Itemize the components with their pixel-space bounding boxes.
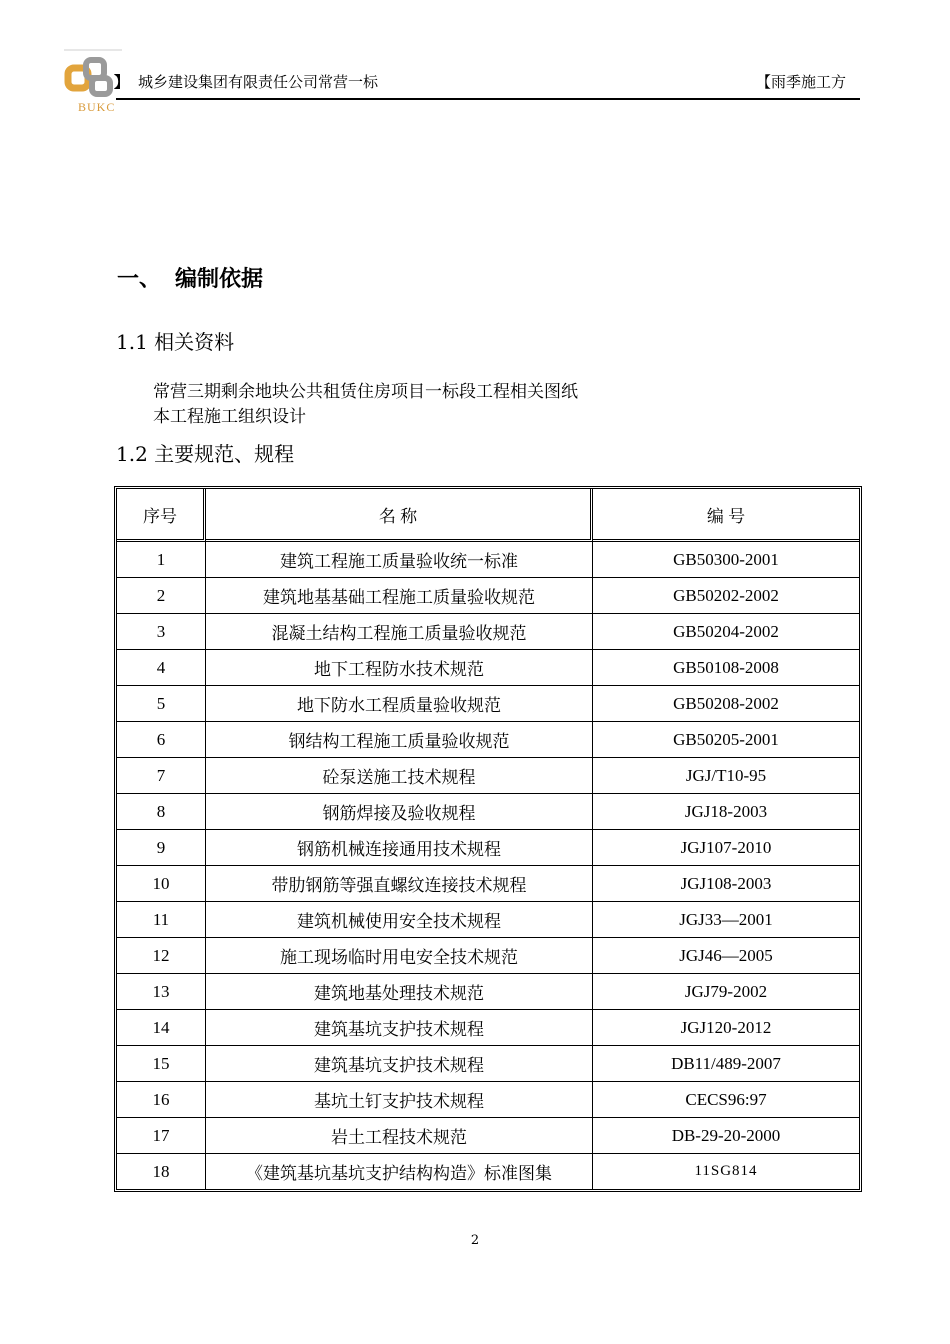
row-index: 16 (117, 1082, 206, 1118)
table-row (117, 1082, 859, 1118)
table-row (117, 1154, 859, 1189)
header-name: 名 称 (206, 489, 593, 542)
row-index: 10 (117, 866, 206, 902)
row-name: 砼泵送施工技术规程 (206, 758, 593, 794)
row-name: 建筑机械使用安全技术规程 (206, 902, 593, 938)
row-index: 5 (117, 686, 206, 722)
row-code: 11SG814 (694, 1163, 758, 1179)
row-name: 《建筑基坑基坑支护结构构造》标准图集 (206, 1154, 593, 1189)
header-bracket: 】 (114, 73, 130, 91)
row-code: DB-29-20-2000 (593, 1118, 859, 1154)
row-name: 钢筋焊接及验收规程 (206, 794, 593, 830)
table-row (117, 902, 859, 938)
row-code: JGJ120-2012 (593, 1010, 859, 1046)
row-index: 9 (117, 830, 206, 866)
row-index: 17 (117, 1118, 206, 1154)
table-row (117, 866, 859, 902)
section-heading (117, 262, 263, 293)
table-row (117, 614, 859, 650)
header-doc-title: 【雨季施工方 (755, 73, 846, 91)
row-index: 11 (117, 902, 206, 938)
row-index: 6 (117, 722, 206, 758)
row-code: JGJ108-2003 (593, 866, 859, 902)
row-code: CECS96:97 (593, 1082, 859, 1118)
row-index: 1 (117, 542, 206, 578)
row-code: DB11/489-2007 (593, 1046, 859, 1082)
table-row (117, 722, 859, 758)
row-name: 建筑工程施工质量验收统一标准 (206, 542, 593, 578)
row-code: JGJ79-2002 (593, 974, 859, 1010)
row-name: 建筑地基处理技术规范 (206, 974, 593, 1010)
table-row (117, 758, 859, 794)
row-code: GB50205-2001 (593, 722, 859, 758)
table-header-row (117, 489, 859, 542)
table-row (117, 542, 859, 578)
table-row (117, 1010, 859, 1046)
table-row (117, 830, 859, 866)
row-code: JGJ18-2003 (593, 794, 859, 830)
row-code: JGJ46—2005 (593, 938, 859, 974)
row-index: 2 (117, 578, 206, 614)
row-code: GB50108-2008 (593, 650, 859, 686)
row-code: JGJ33—2001 (593, 902, 859, 938)
row-code: GB50202-2002 (593, 578, 859, 614)
row-code: JGJ/T10-95 (593, 758, 859, 794)
table-row (117, 686, 859, 722)
section-title: 编制依据 (175, 267, 264, 292)
table-row (117, 794, 859, 830)
table-row (117, 938, 859, 974)
table-row (117, 1118, 859, 1154)
row-index: 12 (117, 938, 206, 974)
row-name: 地下工程防水技术规范 (206, 650, 593, 686)
row-name: 岩土工程技术规范 (206, 1118, 593, 1154)
row-index: 18 (117, 1154, 206, 1189)
row-name: 建筑基坑支护技术规程 (206, 1010, 593, 1046)
table-row (117, 974, 859, 1010)
page-number: 2 (470, 1233, 480, 1248)
header-company: 城乡建设集团有限责任公司常营一标 (138, 73, 379, 91)
table-row (117, 578, 859, 614)
row-name: 钢结构工程施工质量验收规范 (206, 722, 593, 758)
material-item: 常营三期剩余地块公共租赁住房项目一标段工程相关图纸 (153, 382, 578, 402)
standards-table (114, 486, 862, 1192)
row-code: GB50208-2002 (593, 686, 859, 722)
row-name: 建筑地基基础工程施工质量验收规范 (206, 578, 593, 614)
row-name: 建筑基坑支护技术规程 (206, 1046, 593, 1082)
row-code: GB50300-2001 (593, 542, 859, 578)
row-name: 施工现场临时用电安全技术规范 (206, 938, 593, 974)
row-name: 混凝土结构工程施工质量验收规范 (206, 614, 593, 650)
row-name: 基坑土钉支护技术规程 (206, 1082, 593, 1118)
row-name: 地下防水工程质量验收规范 (206, 686, 593, 722)
row-code: GB50204-2002 (593, 614, 859, 650)
header-index: 序号 (117, 489, 206, 542)
row-index: 8 (117, 794, 206, 830)
row-index: 13 (117, 974, 206, 1010)
row-index: 7 (117, 758, 206, 794)
table-row (117, 1046, 859, 1082)
header-code: 编 号 (593, 489, 859, 542)
row-index: 15 (117, 1046, 206, 1082)
row-index: 4 (117, 650, 206, 686)
material-item: 本工程施工组织设计 (153, 407, 306, 427)
row-name: 钢筋机械连接通用技术规程 (206, 830, 593, 866)
row-name: 带肋钢筋等强直螺纹连接技术规程 (206, 866, 593, 902)
subsection-title-related-materials: 1.1 相关资料 (116, 330, 235, 354)
table-row (117, 650, 859, 686)
subsection-title-standards: 1.2 主要规范、规程 (116, 442, 295, 466)
row-code: JGJ107-2010 (593, 830, 859, 866)
section-number: 一、 (117, 267, 162, 292)
header-divider (116, 98, 860, 100)
row-index: 3 (117, 614, 206, 650)
row-index: 14 (117, 1010, 206, 1046)
logo-caption: BUKC (78, 100, 116, 114)
